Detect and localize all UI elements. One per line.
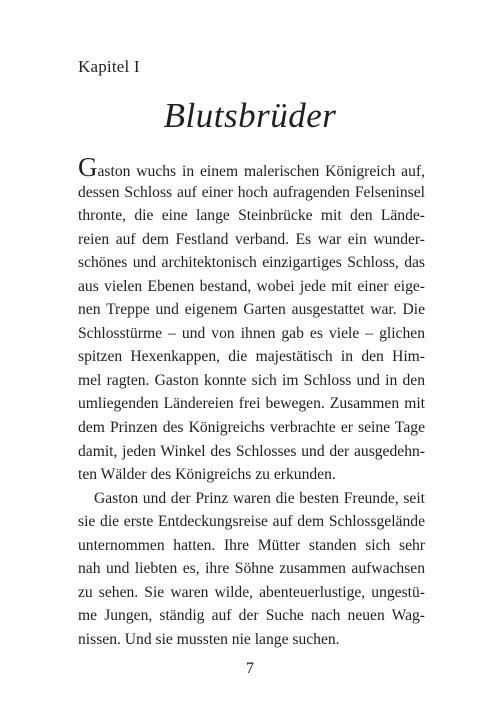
text-line: zu sehen. Sie waren wilde, abenteuerlustige, ungestü- — [78, 583, 425, 601]
text-line: spitzen Hexenkappen, die majestätisch in den Him- — [78, 348, 425, 366]
text-line: umliegenden Ländereien frei bewegen. Zusammen mit — [78, 395, 425, 413]
text-line: aus vielen Ebenen bestand, wobei jede mit einer eige- — [78, 277, 425, 295]
drop-cap: G — [78, 152, 98, 182]
text-line: nen Treppe und eigenem Garten ausgestattet war. Die — [78, 301, 425, 319]
text-line: thronte, die eine lange Steinbrücke mit den Lände- — [78, 207, 425, 225]
text-line: dem Prinzen des Königreichs verbrachte er seine Tage — [78, 419, 425, 437]
page-number: 7 — [246, 660, 254, 677]
text-line: dessen Schloss auf einer hoch aufragenden Felseninsel — [78, 183, 425, 201]
text-line: unternommen hatten. Ihre Mütter standen sich sehr — [78, 536, 425, 554]
chapter-label: Kapitel I — [78, 57, 140, 76]
text-line: schönes und architektonisch einzigartiges Schloss, das — [78, 254, 425, 272]
text-line-content: aston wuchs in einem malerischen Königreich auf, — [97, 163, 425, 180]
text-line: Schlosstürme – und von ihnen gab es viele – glichen — [78, 324, 425, 342]
text-line: nissen. Und sie mussten nie lange suchen. — [78, 630, 340, 648]
text-line — [78, 152, 425, 182]
paragraph-2 — [78, 487, 425, 652]
text-line: nah und liebten es, ihre Söhne zusammen aufwachsen — [78, 560, 425, 578]
text-line: ten Wälder des Königreichs zu erkunden. — [78, 466, 336, 484]
text-line: sie die erste Entdeckungsreise auf dem Schlossgelände — [78, 513, 425, 531]
text-line: reien auf dem Festland verband. Es war ein wunder- — [78, 230, 425, 248]
text-line: mel ragten. Gaston konnte sich im Schloss und in den — [78, 371, 425, 389]
paragraph-1 — [78, 152, 425, 487]
body-text — [78, 152, 425, 651]
chapter-title: Blutsbrüder — [163, 96, 337, 135]
text-line: me Jungen, ständig auf der Suche nach neuen Wag- — [78, 607, 425, 625]
text-line: Gaston und der Prinz waren die besten Freunde, seit — [94, 489, 425, 507]
text-line: damit, jeden Winkel des Schlosses und der ausgedehn- — [78, 442, 425, 460]
